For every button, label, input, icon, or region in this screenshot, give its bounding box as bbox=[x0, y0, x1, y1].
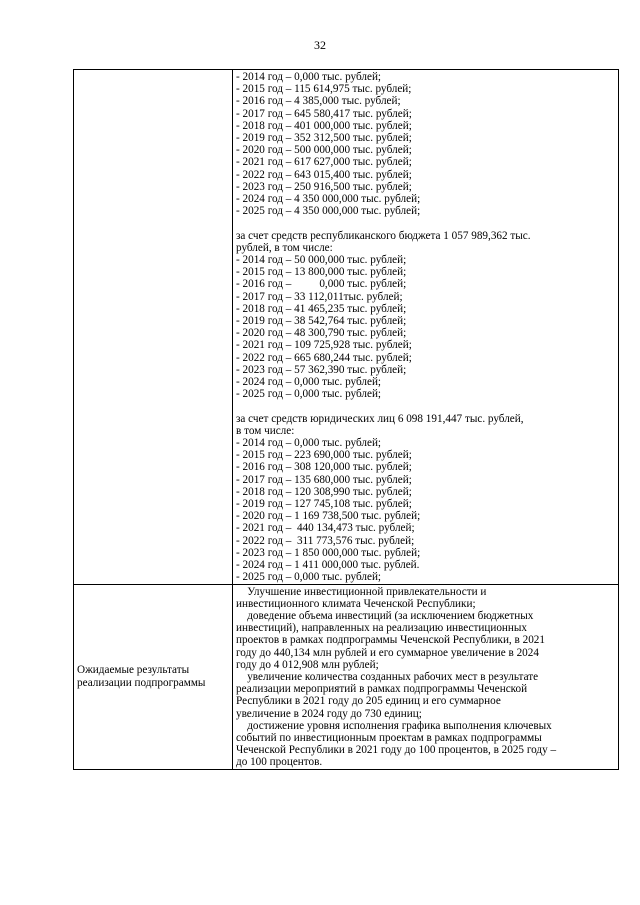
results-label-line: реализации подпрограммы bbox=[77, 676, 206, 689]
republic-funding-line: - 2022 год – 665 680,244 тыс. рублей; bbox=[236, 351, 412, 364]
republic-funding-line: - 2016 год – 0,000 тыс. рублей; bbox=[236, 278, 407, 291]
republic-funding-line: - 2025 год – 0,000 тыс. рублей; bbox=[236, 388, 382, 401]
legal-funding-line: - 2019 год – 127 745,108 тыс. рублей; bbox=[236, 498, 412, 511]
results-text-line: реализации мероприятий в рамках подпрограммы Чеченской bbox=[236, 683, 528, 696]
results-text-line: до 100 процентов. bbox=[236, 756, 323, 769]
republic-funding-line: - 2018 год – 41 465,235 тыс. рублей; bbox=[236, 302, 407, 315]
legal-funding-line: в том числе: bbox=[236, 424, 295, 437]
results-label bbox=[77, 664, 229, 688]
republic-funding-line: - 2024 год – 0,000 тыс. рублей; bbox=[236, 376, 382, 389]
federal-funding-line: - 2014 год – 0,000 тыс. рублей; bbox=[236, 71, 382, 83]
results-text-line: увеличение в 2024 году до 730 единиц; bbox=[236, 707, 422, 720]
republic-funding-line: - 2020 год – 48 300,790 тыс. рублей; bbox=[236, 327, 407, 340]
results-text-line: Улучшение инвестиционной привлекательности и bbox=[236, 585, 487, 598]
republic-funding-line: - 2017 год – 33 112,011тыс. рублей; bbox=[236, 290, 403, 303]
republic-funding-line: рублей, в том числе: bbox=[236, 241, 333, 254]
federal-funding-line: - 2022 год – 643 015,400 тыс. рублей; bbox=[236, 168, 412, 181]
legal-funding-line: - 2016 год – 308 120,000 тыс. рублей; bbox=[236, 461, 412, 474]
legal-funding-line: - 2015 год – 223 690,000 тыс. рублей; bbox=[236, 449, 412, 462]
funding-row bbox=[74, 70, 619, 585]
federal-funding-line: - 2015 год – 115 614,975 тыс. рублей; bbox=[236, 83, 412, 96]
funding-content-cell bbox=[233, 70, 619, 585]
results-text-line: проектов в рамках подпрограммы Чеченской Республики, в 2021 bbox=[236, 634, 545, 647]
federal-funding-line: - 2024 год – 4 350 000,000 тыс. рублей; bbox=[236, 193, 421, 206]
results-text-line: доведение объема инвестиций (за исключением бюджетных bbox=[236, 609, 534, 622]
republic-funding-line: за счет средств республиканского бюджета 1 057 989,362 тыс. bbox=[236, 229, 531, 242]
results-content-cell bbox=[233, 584, 619, 769]
legal-funding-line: - 2022 год – 311 773,576 тыс. рублей; bbox=[236, 534, 415, 547]
legal-funding-line: - 2025 год – 0,000 тыс. рублей; bbox=[236, 571, 382, 584]
legal-funding-line: - 2024 год – 1 411 000,000 тыс. рублей. bbox=[236, 559, 420, 572]
funding-label-cell bbox=[74, 70, 233, 585]
results-text-line: инвестиций), направленных на реализацию инвестиционных bbox=[236, 622, 527, 635]
federal-funding-line: - 2017 год – 645 580,417 тыс. рублей; bbox=[236, 107, 412, 120]
legal-funding-line: за счет средств юридических лиц 6 098 191,447 тыс. рублей, bbox=[236, 412, 524, 425]
federal-funding-line: - 2018 год – 401 000,000 тыс. рублей; bbox=[236, 119, 412, 132]
results-text-line: увеличение количества созданных рабочих мест в результате bbox=[236, 670, 539, 683]
results-label-cell bbox=[74, 584, 233, 769]
results-text-line: Чеченской Республики в 2021 году до 100 процентов, в 2025 году – bbox=[236, 744, 557, 757]
results-label-line: Ожидаемые результаты bbox=[77, 664, 190, 677]
results-text-line: инвестиционного климата Чеченской Республики; bbox=[236, 597, 476, 610]
federal-funding-line: - 2016 год – 4 385,000 тыс. рублей; bbox=[236, 95, 401, 108]
results-text-line: году до 440,134 млн рублей и его суммарное увеличение в 2024 bbox=[236, 646, 539, 659]
federal-funding-line: - 2020 год – 500 000,000 тыс. рублей; bbox=[236, 144, 412, 157]
results-text-line: достижение уровня исполнения графика выполнения ключевых bbox=[236, 719, 552, 732]
federal-funding-line: - 2021 год – 617 627,000 тыс. рублей; bbox=[236, 156, 412, 169]
federal-funding-line: - 2019 год – 352 312,500 тыс. рублей; bbox=[236, 132, 412, 145]
legal-funding-line: - 2021 год – 440 134,473 тыс. рублей; bbox=[236, 522, 415, 535]
republic-funding-line: - 2019 год – 38 542,764 тыс. рублей; bbox=[236, 315, 407, 328]
funding-lines bbox=[233, 70, 618, 584]
page-number: 32 bbox=[314, 38, 326, 52]
federal-funding-line: - 2025 год – 4 350 000,000 тыс. рублей; bbox=[236, 205, 421, 218]
results-row bbox=[74, 584, 619, 769]
results-text-line: событий по инвестиционным проектам в рамках подпрограммы bbox=[236, 731, 542, 744]
blank-line bbox=[236, 217, 615, 229]
program-table bbox=[73, 69, 619, 770]
republic-funding-line: - 2021 год – 109 725,928 тыс. рублей; bbox=[236, 339, 412, 352]
results-text-line: Республики в 2021 году до 205 единиц и его суммарное bbox=[236, 695, 501, 708]
republic-funding-line: - 2014 год – 50 000,000 тыс. рублей; bbox=[236, 254, 407, 267]
republic-funding-line: - 2023 год – 57 362,390 тыс. рублей; bbox=[236, 363, 407, 376]
results-lines bbox=[233, 585, 618, 769]
republic-funding-line: - 2015 год – 13 800,000 тыс. рублей; bbox=[236, 266, 407, 279]
blank-line bbox=[236, 400, 615, 412]
federal-funding-line: - 2023 год – 250 916,500 тыс. рублей; bbox=[236, 180, 412, 193]
results-text-line: году до 4 012,908 млн рублей; bbox=[236, 658, 379, 671]
legal-funding-line: - 2023 год – 1 850 000,000 тыс. рублей; bbox=[236, 546, 421, 559]
legal-funding-line: - 2014 год – 0,000 тыс. рублей; bbox=[236, 437, 382, 450]
legal-funding-line: - 2018 год – 120 308,990 тыс. рублей; bbox=[236, 485, 412, 498]
legal-funding-line: - 2020 год – 1 169 738,500 тыс. рублей; bbox=[236, 510, 421, 523]
legal-funding-line: - 2017 год – 135 680,000 тыс. рублей; bbox=[236, 473, 412, 486]
